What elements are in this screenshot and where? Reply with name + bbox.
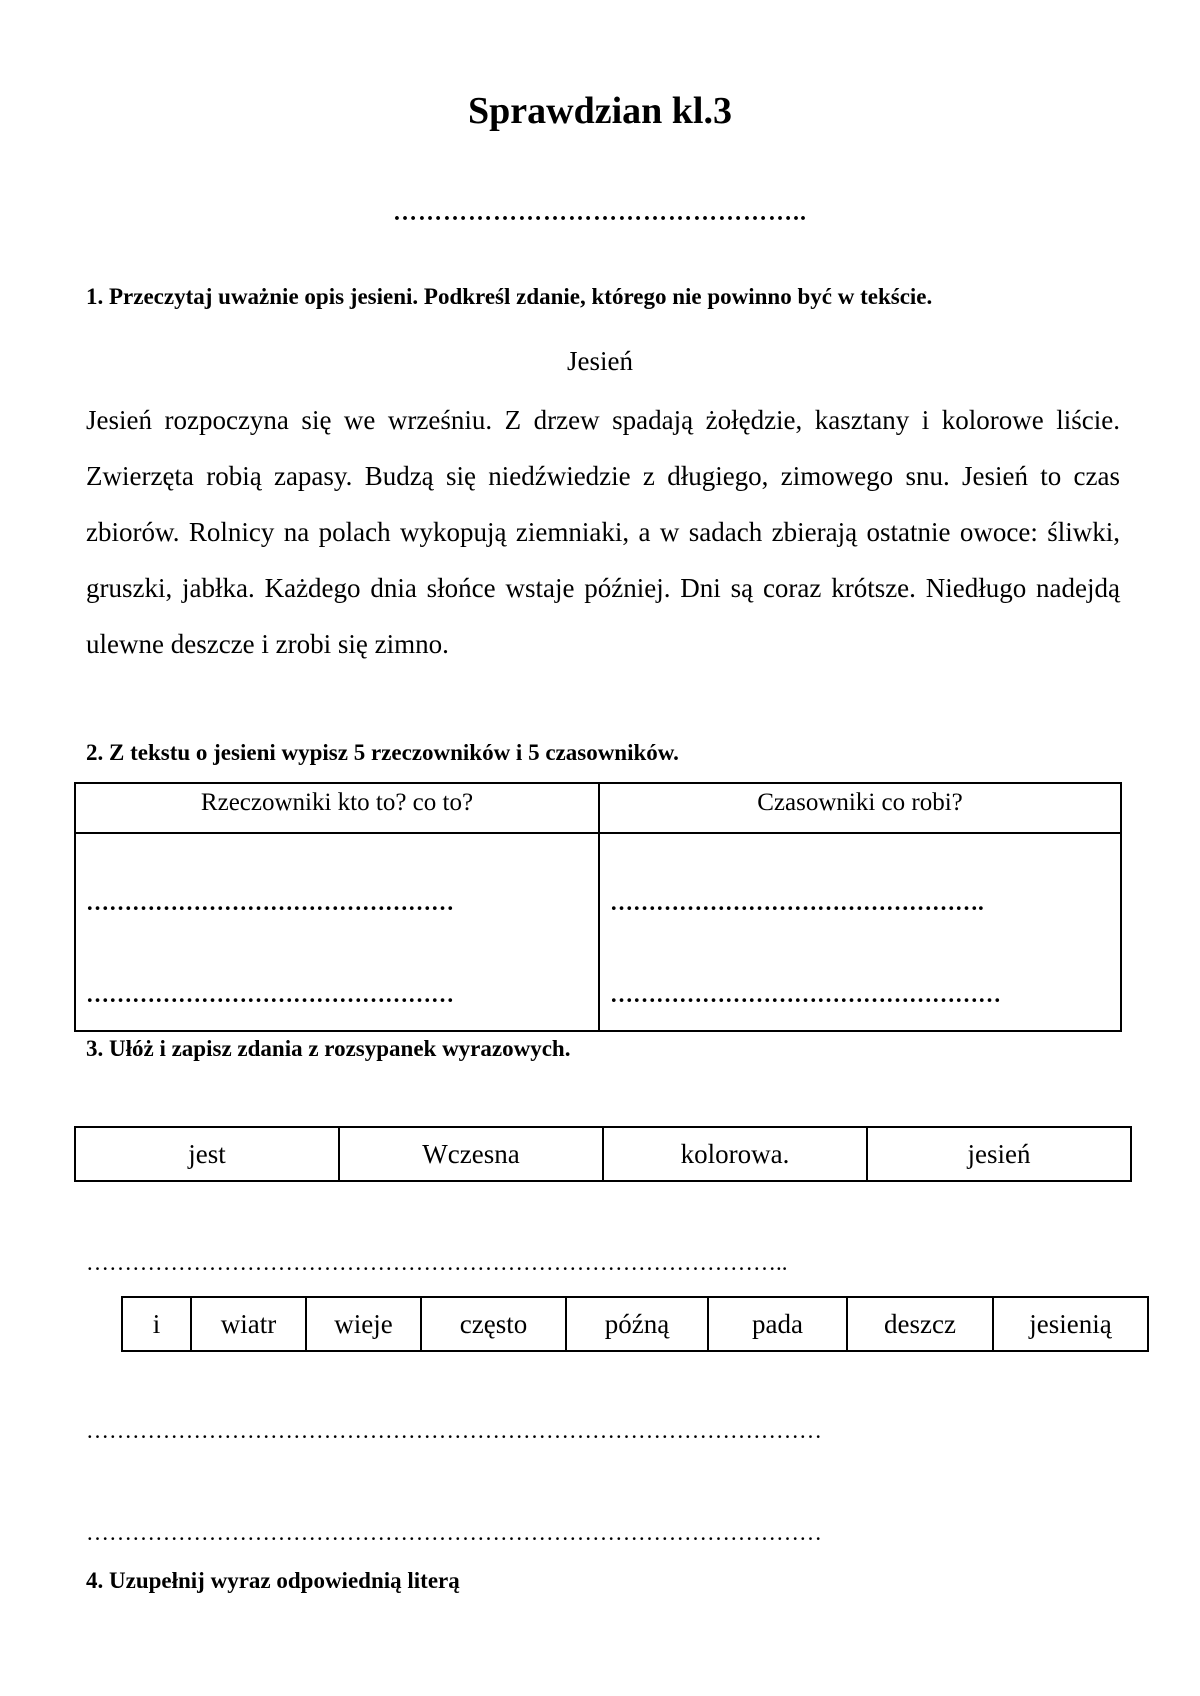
- table-row: [122, 1297, 1148, 1351]
- word-scramble-table-1: [74, 1126, 1132, 1182]
- word-cell: pada: [708, 1297, 847, 1351]
- word-cell: kolorowa.: [603, 1127, 867, 1181]
- name-blank-line: …………………………………………..: [393, 200, 807, 226]
- task-3-instruction: 3. Ułóż i zapisz zdania z rozsypanek wyrazowych.: [86, 1036, 571, 1061]
- verbs-answer-line: ……………………………………………: [610, 982, 1001, 1007]
- word-cell: późną: [566, 1297, 708, 1351]
- answer-line: ……………………………………………………………………………………: [86, 1418, 822, 1443]
- word-cell: i: [122, 1297, 191, 1351]
- nouns-header: Rzeczowniki kto to? co to?: [76, 784, 598, 834]
- table-row: [75, 1127, 1131, 1181]
- word-cell: jesienią: [993, 1297, 1148, 1351]
- task-1-instruction: 1. Przeczytaj uważnie opis jesieni. Podkreśl zdanie, którego nie powinno być w tekście.: [86, 284, 933, 309]
- word-scramble-table-2: [121, 1296, 1149, 1352]
- answer-line: ……………………………………………………………………………………: [86, 1520, 822, 1545]
- verbs-answer-line: ………………………………………….: [610, 890, 984, 915]
- word-cell: często: [421, 1297, 566, 1351]
- word-cell: wieje: [306, 1297, 421, 1351]
- page-title: Sprawdzian kl.3: [468, 90, 732, 132]
- answer-line: ………………………………………………………………………………..: [86, 1250, 788, 1275]
- story-text: Jesień rozpoczyna się we wrześniu. Z drzew spadają żołędzie, kasztany i kolorowe liście. Zwierzęta robią zapasy. Budzą się niedźwiedzie z długiego, zimowego snu. Jesień to czas zbiorów. Rolnicy na polach wykopują ziemniaki, a w sadach zbierają ostatnie owoce: śliwki, gruszki, jabłka. Każdego dnia słońce wstaje później. Dni są coraz krótsze. Niedługo nadejdą ulewne deszcze i zrobi się zimno.: [86, 405, 1120, 659]
- task-2-instruction: 2. Z tekstu o jesieni wypisz 5 rzeczowników i 5 czasowników.: [86, 740, 679, 765]
- story-title: Jesień: [567, 346, 633, 376]
- task-4-instruction: 4. Uzupełnij wyraz odpowiednią literą: [86, 1568, 460, 1593]
- word-cell: wiatr: [191, 1297, 306, 1351]
- word-cell: jesień: [867, 1127, 1131, 1181]
- verbs-header: Czasowniki co robi?: [600, 784, 1120, 834]
- table-divider: [598, 784, 600, 1030]
- nouns-answer-line: …………………………………………: [86, 890, 454, 915]
- word-cell: Wczesna: [339, 1127, 603, 1181]
- word-cell: jest: [75, 1127, 339, 1181]
- nouns-answer-line: …………………………………………: [86, 982, 454, 1007]
- nouns-verbs-table: [74, 782, 1122, 1032]
- word-cell: deszcz: [847, 1297, 993, 1351]
